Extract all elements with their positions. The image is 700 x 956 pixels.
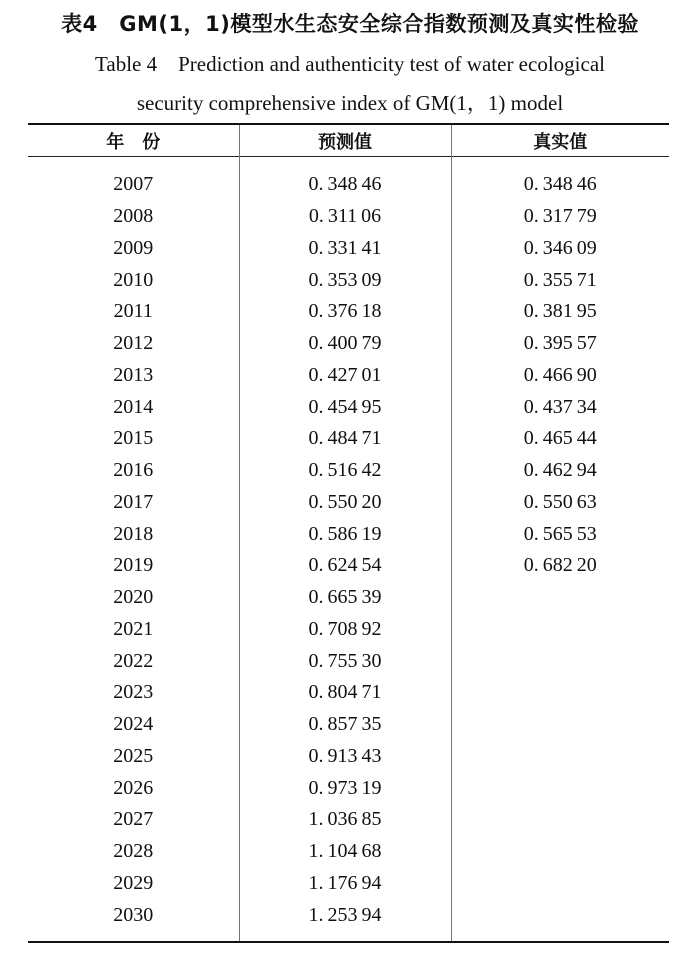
table-row — [28, 772, 669, 804]
table-row — [28, 741, 669, 773]
cell-year: 2030 — [113, 903, 154, 926]
cell-predicted: 1. 104 68 — [239, 836, 451, 868]
cell-actual: 0. 465 44 — [451, 423, 669, 455]
cell-predicted: 0. 550 20 — [239, 487, 451, 519]
cell-actual — [451, 772, 669, 804]
table-row — [28, 899, 669, 942]
cell-predicted: 0. 454 95 — [239, 391, 451, 423]
cell-year: 2011 — [113, 300, 153, 323]
cell-predicted: 0. 376 18 — [239, 296, 451, 328]
cell-actual: 0. 355 71 — [451, 264, 669, 296]
table-body — [28, 157, 669, 943]
header-predicted: 预测值 — [239, 124, 451, 157]
table-caption-english-line1: Table 4 Prediction and authenticity test of water ecological — [95, 52, 605, 76]
cell-year: 2012 — [113, 332, 154, 355]
cell-year: 2015 — [113, 427, 154, 450]
table-row — [28, 709, 669, 741]
cell-year: 2022 — [113, 649, 154, 672]
cell-predicted: 0. 400 79 — [239, 328, 451, 360]
cell-year: 2010 — [113, 268, 154, 291]
cell-actual: 0. 565 53 — [451, 518, 669, 550]
cell-predicted: 1. 036 85 — [239, 804, 451, 836]
cell-actual — [451, 614, 669, 646]
cell-predicted: 0. 586 19 — [239, 518, 451, 550]
table-row — [28, 550, 669, 582]
cell-predicted: 0. 973 19 — [239, 772, 451, 804]
cell-year: 2024 — [113, 713, 154, 736]
cell-actual — [451, 645, 669, 677]
cell-predicted: 0. 331 41 — [239, 233, 451, 265]
table-row — [28, 677, 669, 709]
cell-actual: 0. 346 09 — [451, 233, 669, 265]
table-row — [28, 645, 669, 677]
header-year: 年 份 — [106, 131, 161, 153]
table-row — [28, 804, 669, 836]
table-row — [28, 423, 669, 455]
table-row — [28, 487, 669, 519]
cell-predicted: 0. 516 42 — [239, 455, 451, 487]
cell-year: 2007 — [113, 173, 154, 196]
cell-year: 2008 — [113, 205, 154, 228]
cell-year: 2018 — [113, 522, 154, 545]
cell-predicted: 0. 665 39 — [239, 582, 451, 614]
cell-predicted: 0. 484 71 — [239, 423, 451, 455]
cell-predicted: 0. 913 43 — [239, 741, 451, 773]
cell-actual: 0. 466 90 — [451, 360, 669, 392]
cell-predicted: 0. 857 35 — [239, 709, 451, 741]
table-caption-english-line2: security comprehensive index of GM(1，1) model — [136, 91, 564, 115]
cell-year: 2014 — [113, 395, 154, 418]
cell-actual: 0. 437 34 — [451, 391, 669, 423]
data-table-container — [28, 123, 669, 943]
cell-predicted: 1. 253 94 — [239, 899, 451, 942]
cell-actual: 0. 550 63 — [451, 487, 669, 519]
table-row — [28, 614, 669, 646]
cell-year: 2029 — [113, 871, 154, 894]
cell-year: 2028 — [113, 840, 154, 863]
cell-predicted: 0. 311 06 — [239, 201, 451, 233]
cell-year: 2021 — [113, 617, 154, 640]
cell-year: 2009 — [113, 236, 154, 259]
table-row — [28, 233, 669, 265]
cell-actual — [451, 836, 669, 868]
table-row — [28, 518, 669, 550]
cell-year: 2025 — [113, 744, 154, 767]
cell-actual: 0. 462 94 — [451, 455, 669, 487]
cell-actual: 0. 381 95 — [451, 296, 669, 328]
cell-predicted: 0. 427 01 — [239, 360, 451, 392]
cell-predicted: 0. 708 92 — [239, 614, 451, 646]
table-row — [28, 455, 669, 487]
cell-year: 2020 — [113, 586, 154, 609]
table-row — [28, 328, 669, 360]
cell-actual — [451, 899, 669, 942]
table-row — [28, 157, 669, 201]
cell-year: 2019 — [113, 554, 154, 577]
cell-year: 2027 — [113, 808, 154, 831]
table-row — [28, 868, 669, 900]
table-row — [28, 264, 669, 296]
cell-predicted: 0. 624 54 — [239, 550, 451, 582]
cell-year: 2013 — [113, 363, 154, 386]
table-row — [28, 296, 669, 328]
cell-predicted: 0. 755 30 — [239, 645, 451, 677]
table-caption-chinese: 表4 GM(1，1)模型水生态安全综合指数预测及真实性检验 — [61, 12, 639, 36]
cell-year: 2026 — [113, 776, 154, 799]
cell-predicted: 0. 353 09 — [239, 264, 451, 296]
cell-year: 2023 — [113, 681, 154, 704]
cell-year: 2016 — [113, 459, 154, 482]
table-header-row — [28, 124, 669, 157]
cell-actual: 0. 348 46 — [451, 157, 669, 201]
cell-actual: 0. 395 57 — [451, 328, 669, 360]
table-row — [28, 201, 669, 233]
gm11-prediction-table — [28, 123, 669, 943]
cell-predicted: 1. 176 94 — [239, 868, 451, 900]
cell-actual — [451, 804, 669, 836]
table-row — [28, 391, 669, 423]
cell-actual — [451, 741, 669, 773]
cell-actual — [451, 868, 669, 900]
table-row — [28, 360, 669, 392]
table-row — [28, 582, 669, 614]
cell-predicted: 0. 348 46 — [239, 157, 451, 201]
cell-actual — [451, 582, 669, 614]
cell-actual — [451, 709, 669, 741]
table-row — [28, 836, 669, 868]
cell-actual — [451, 677, 669, 709]
header-actual: 真实值 — [451, 124, 669, 157]
cell-predicted: 0. 804 71 — [239, 677, 451, 709]
cell-year: 2017 — [113, 490, 154, 513]
cell-actual: 0. 682 20 — [451, 550, 669, 582]
cell-actual: 0. 317 79 — [451, 201, 669, 233]
